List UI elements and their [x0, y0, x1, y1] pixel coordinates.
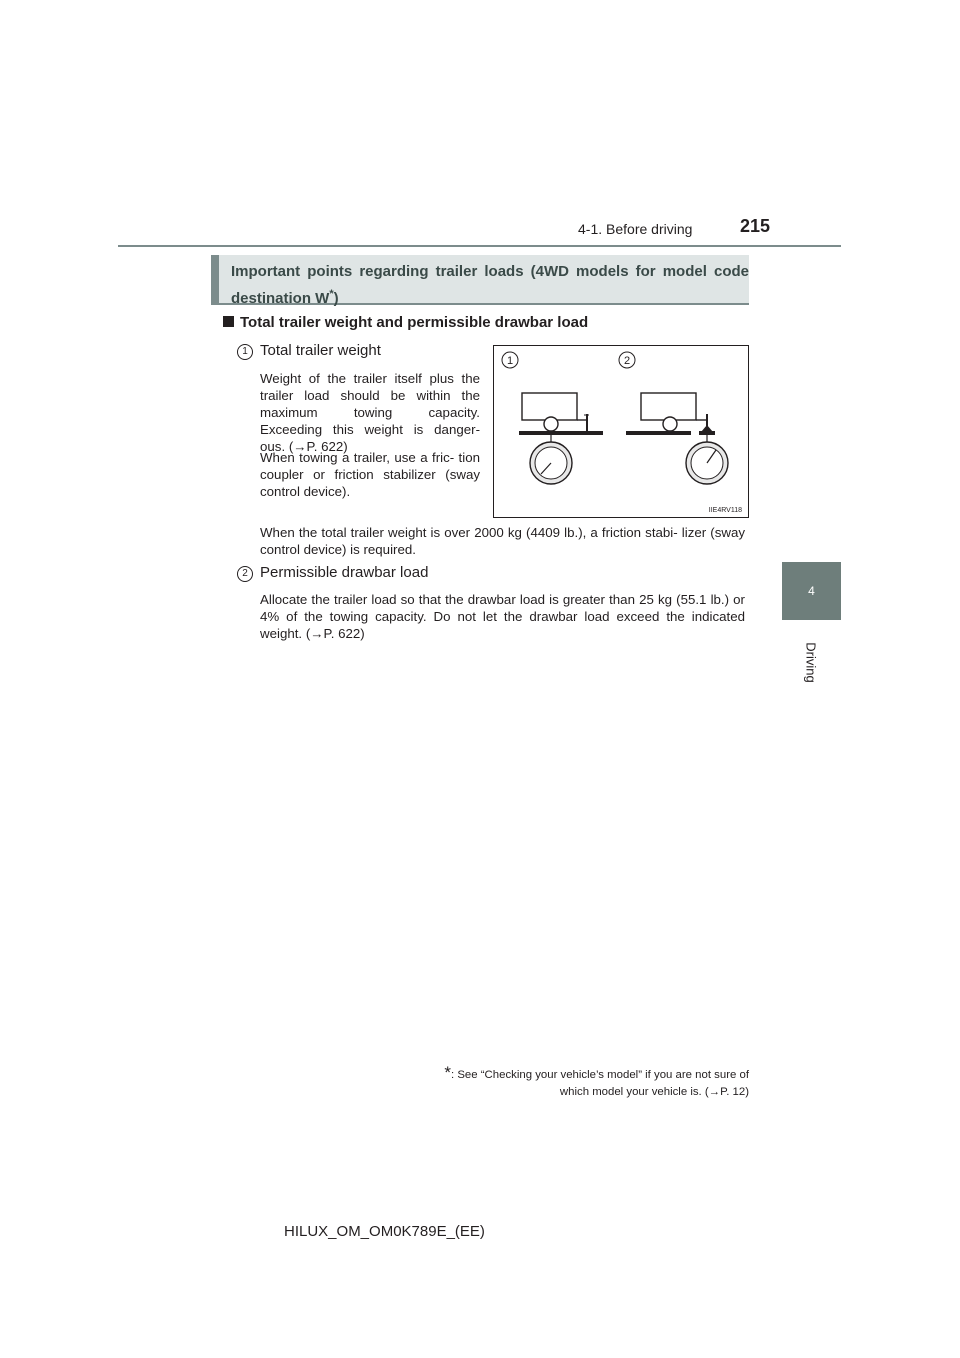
figure-callout-1-label: 1 — [506, 355, 514, 367]
item-1-paragraph-1: Weight of the trailer itself plus the trailer load should be within the maximum towing capacity. Exceeding this weight is danger- ous. (→P. 622) — [260, 371, 480, 454]
item-title-permissible-drawbar-load: Permissible drawbar load — [260, 564, 429, 581]
section-heading-box — [211, 255, 749, 305]
figure-callout-2-label: 2 — [623, 355, 631, 367]
figure-callout-1 — [502, 352, 518, 368]
square-bullet-icon — [223, 316, 234, 327]
section-heading-text: Important points regarding trailer loads (4WD models for model code destination W — [231, 263, 749, 307]
subsection-title — [223, 314, 588, 331]
item-1-paragraph-3: When the total trailer weight is over 2000 kg (4409 lb.), a friction stabi- lizer (sway control device) is required. — [260, 525, 745, 557]
trailer-scale-illustration — [494, 346, 748, 517]
heading-close: ) — [333, 290, 339, 307]
item-1-paragraph-2: When towing a trailer, use a fric- tion coupler or friction stabilizer (sway control device). — [260, 450, 480, 499]
trailer-2-on-scale — [626, 393, 728, 484]
item-marker-2: 2 — [237, 566, 253, 582]
subsection-title-text: Total trailer weight and permissible drawbar load — [240, 314, 589, 331]
heading-asterisk: * — [329, 288, 334, 300]
footnote-text: : See “Checking your vehicle’s model” if you are not sure of — [451, 1069, 749, 1081]
trailer-1-on-scale — [519, 393, 603, 484]
section-heading — [231, 260, 749, 310]
item-title-total-trailer-weight: Total trailer weight — [260, 342, 381, 359]
footnote-line-2: which model your vehicle is. (→P. 12) — [559, 1086, 749, 1098]
header-rule — [118, 245, 841, 247]
footnote — [380, 1064, 749, 1101]
footnote-line-1 — [380, 1064, 749, 1084]
section-label: 4-1. Before driving — [578, 221, 693, 237]
chapter-name: Driving — [803, 642, 819, 683]
page-number: 215 — [740, 216, 771, 236]
item-2-paragraph-1: Allocate the trailer load so that the drawbar load is greater than 25 kg (55.1 lb.) or 4% of the towing capacity. Do not let the drawbar load exceed the indicated weight. (→P. 622) — [260, 592, 745, 641]
chapter-tab — [782, 562, 841, 620]
chapter-number: 4 — [808, 584, 815, 598]
manual-code: HILUX_OM_OM0K789E_(EE) — [284, 1223, 485, 1240]
trailer-load-figure — [493, 345, 749, 518]
figure-code: IIE4RV118 — [708, 507, 742, 514]
figure-callout-2 — [619, 352, 635, 368]
item-marker-1: 1 — [237, 344, 253, 360]
footnote-marker: * — [444, 1063, 451, 1082]
